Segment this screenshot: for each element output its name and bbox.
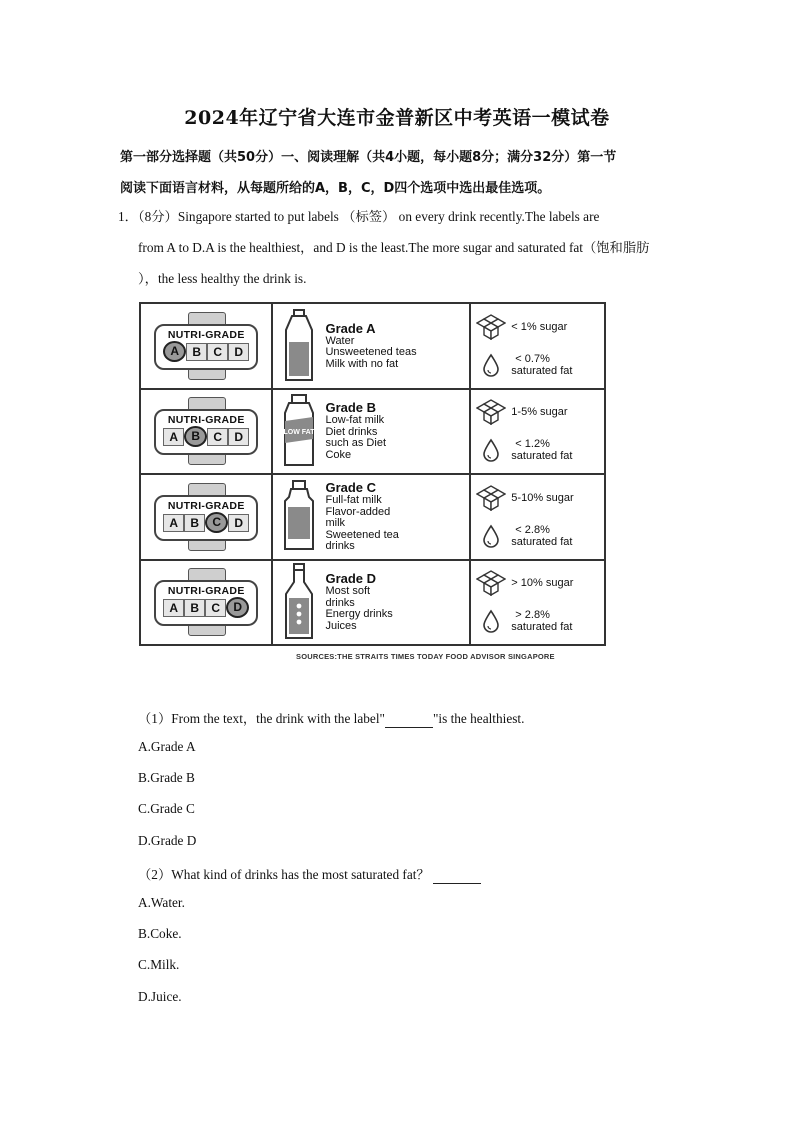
bottle-icon: [273, 562, 325, 642]
bottle-icon: [273, 479, 325, 555]
grade-title: Grade C: [325, 480, 377, 495]
info-cell: [470, 474, 605, 560]
fat-drop-icon: [471, 609, 511, 633]
drink-item: drinks: [325, 596, 355, 609]
sugar-cubes-icon: [471, 570, 511, 596]
badge-title: NUTRI-GRADE: [167, 414, 245, 427]
grade-letter: C: [207, 343, 228, 361]
bottle-icon: [273, 393, 325, 469]
nutri-grade-badge: [150, 483, 262, 551]
drink-item: Full-fat milk: [325, 494, 382, 506]
chart-row: [140, 389, 605, 475]
grade-title: Grade B: [325, 400, 377, 416]
chart-row: [140, 474, 605, 560]
fat-value: < 0.7%: [515, 352, 550, 365]
sub-question-2-stem: [138, 864, 481, 884]
fat-label: saturated fat: [511, 364, 573, 377]
option-2c: C.Milk.: [138, 957, 180, 972]
low-fat-text: LOW FAT: [283, 429, 315, 437]
sugar-value: 5-10% sugar: [511, 491, 574, 504]
option-1c: C.Grade C: [138, 801, 195, 816]
fat-drop-icon: [471, 524, 511, 548]
chart-source: SOURCES:THE STRAITS TIMES TODAY FOOD ADVISOR SINGAPORE: [296, 652, 555, 661]
fat-label: saturated fat: [511, 450, 573, 463]
grade-letter: A: [163, 341, 186, 362]
passage-line-3: ），the less healthy the drink is.: [138, 271, 307, 286]
grade-letter: D: [226, 597, 249, 618]
question-1-passage: [118, 201, 678, 294]
drink-item: drinks: [325, 540, 355, 552]
label-cell: [140, 474, 272, 560]
grade-letter: B: [186, 343, 207, 361]
passage-line-1: Singapore started to put labels （标签） on every drink recently.The labels are: [177, 209, 600, 224]
grade-letter: D: [228, 514, 249, 532]
chart-row: [140, 303, 605, 389]
nutri-grade-chart: [139, 302, 606, 646]
option-1b: B.Grade B: [138, 770, 195, 785]
sugar-cubes-icon: [471, 399, 511, 425]
question-score: （8分）: [137, 209, 178, 224]
fat-label: saturated fat: [511, 621, 573, 634]
drink-item: Unsweetened teas: [325, 346, 417, 358]
nutri-grade-badge: [150, 397, 262, 465]
drink-item: Milk with no fat: [325, 357, 399, 370]
label-cell: [140, 389, 272, 475]
info-cell: [470, 389, 605, 475]
fat-value: < 2.8%: [515, 523, 550, 536]
grade-cell: [272, 560, 470, 646]
option-2b: B.Coke.: [138, 926, 182, 941]
grade-letter: B: [184, 514, 205, 532]
fat-drop-icon: [471, 438, 511, 462]
section-intro-line-2: 阅读下面语言材料，从每题所给的A，B，C，D四个选项中选出最佳选项。: [120, 181, 551, 196]
info-cell: [470, 560, 605, 646]
badge-title: NUTRI-GRADE: [167, 328, 245, 341]
grade-letter: A: [163, 599, 184, 617]
chart-row: [140, 560, 605, 646]
badge-title: NUTRI-GRADE: [167, 585, 245, 598]
grade-cell: [272, 303, 470, 389]
sub-question-1-stem: [138, 708, 524, 728]
stem-part-b: "is the healthiest.: [432, 711, 525, 726]
fat-value: > 2.8%: [515, 609, 550, 622]
drink-item: Diet drinks: [325, 425, 378, 438]
drink-item: Water: [325, 334, 355, 347]
grade-cell: [272, 474, 470, 560]
grade-letter: B: [184, 426, 207, 447]
option-1a: A.Grade A: [138, 739, 196, 754]
grade-letter: C: [205, 512, 228, 533]
nutri-grade-badge: [150, 312, 262, 380]
bottle-icon: [273, 308, 325, 384]
drink-item: Low-fat milk: [325, 414, 385, 427]
sugar-value: 1-5% sugar: [511, 406, 568, 419]
label-cell: [140, 560, 272, 646]
option-2a: A.Water.: [138, 895, 185, 910]
sugar-value: < 1% sugar: [511, 320, 568, 333]
fat-drop-icon: [471, 353, 511, 377]
grade-title: Grade A: [325, 320, 376, 336]
passage-line-2: from A to D.A is the healthiest，and D is the least.The more sugar and saturated fat（饱和脂肪: [138, 240, 650, 255]
info-cell: [470, 303, 605, 389]
answer-blank: [433, 867, 481, 884]
fat-value: < 1.2%: [515, 438, 550, 451]
drink-item: such as Diet: [325, 437, 386, 450]
answer-blank: [385, 711, 433, 728]
grade-cell: [272, 389, 470, 475]
drink-item: Flavor-added: [325, 505, 391, 518]
nutri-grade-badge: [150, 568, 262, 636]
drink-item: Sweetened tea: [325, 528, 399, 541]
grade-letter: C: [205, 599, 226, 617]
stem-part-a: （1）From the text，the drink with the label": [138, 711, 385, 726]
fat-label: saturated fat: [511, 535, 573, 548]
sugar-value: > 10% sugar: [511, 577, 574, 590]
option-2d: D.Juice.: [138, 989, 182, 1004]
grade-letter: A: [163, 428, 184, 446]
grade-letter: B: [184, 599, 205, 617]
drink-item: Most soft: [325, 585, 371, 598]
question-number: 1．: [118, 209, 138, 224]
sugar-cubes-icon: [471, 314, 511, 340]
badge-title: NUTRI-GRADE: [167, 499, 245, 512]
grade-title: Grade D: [325, 571, 377, 587]
grade-letter: D: [228, 428, 249, 446]
stem-text: （2）What kind of drinks has the most saturated fat？: [138, 867, 430, 882]
page-title: 2024年辽宁省大连市金普新区中考英语一模试卷: [184, 107, 610, 129]
grade-letter: D: [228, 343, 249, 361]
sugar-cubes-icon: [471, 485, 511, 511]
grade-letter: A: [163, 514, 184, 532]
drink-item: Juices: [325, 619, 357, 632]
grade-letter: C: [207, 428, 228, 446]
drink-item: milk: [325, 517, 346, 529]
drink-item: Coke: [325, 448, 352, 461]
drink-item: Energy drinks: [325, 608, 393, 621]
label-cell: [140, 303, 272, 389]
section-intro-line-1: 第一部分选择题（共50分）一、阅读理解（共4小题，每小题8分；满分32分）第一节: [120, 150, 617, 165]
option-1d: D.Grade D: [138, 833, 197, 848]
